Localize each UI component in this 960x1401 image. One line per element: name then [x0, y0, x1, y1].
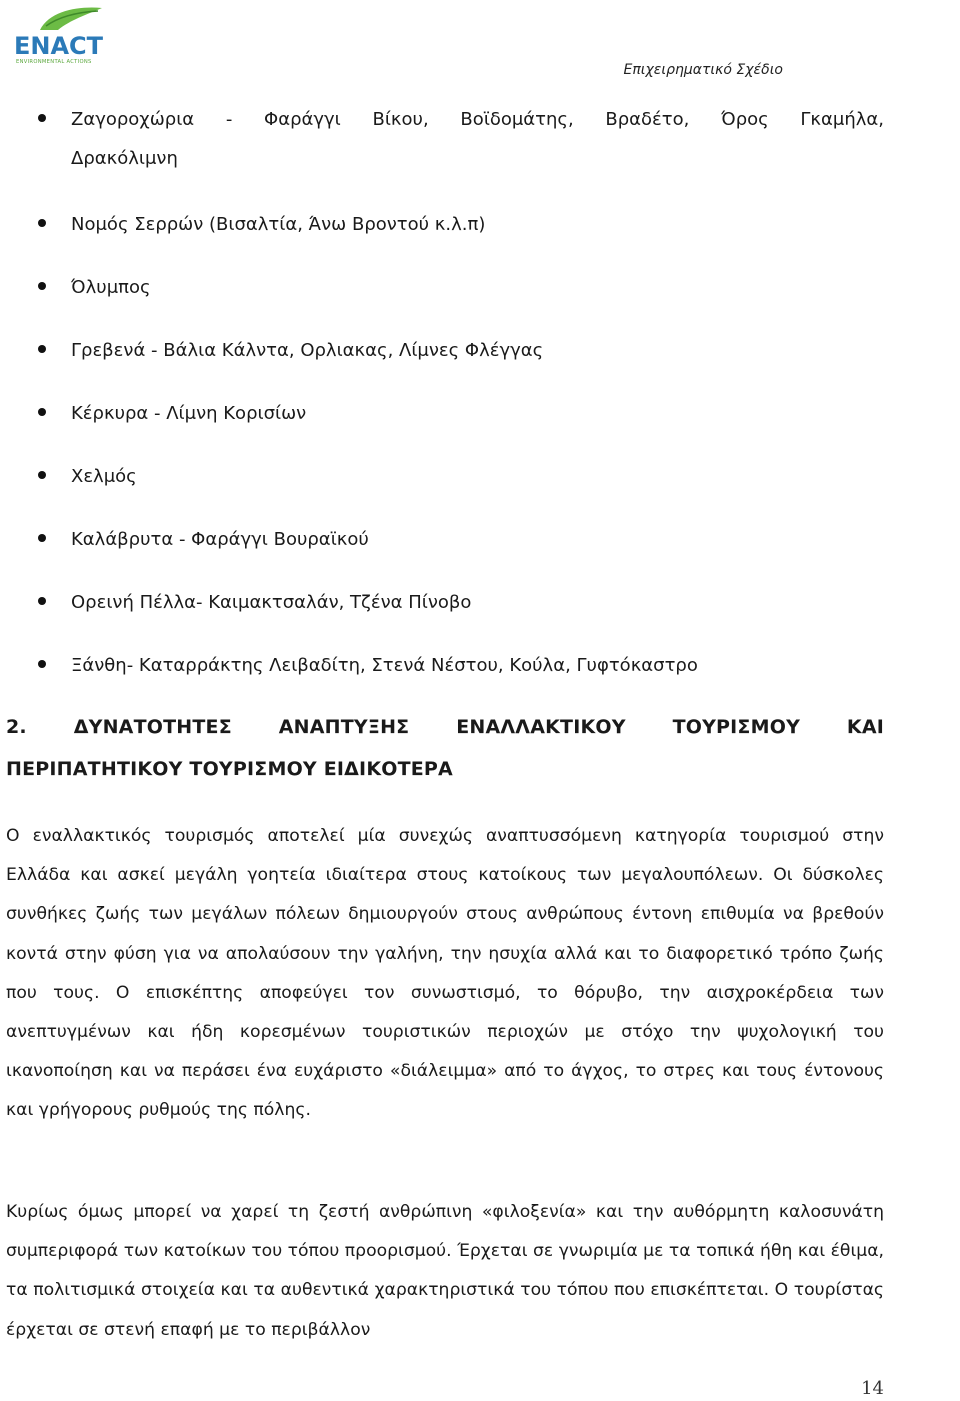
page-number: 14	[861, 1378, 884, 1399]
list-item-text: Όλυμπος	[71, 277, 151, 298]
list-item	[0, 457, 960, 496]
section-heading-line: 2. ΔΥΝΑΤΟΤΗΤΕΣ ΑΝΑΠΤΥΞΗΣ ΕΝΑΛΛΑΚΤΙΚΟΥ ΤΟΥΡΙΣΜΟΥ ΚΑΙ	[6, 716, 884, 738]
list-item-text: Κέρκυρα - Λίμνη Κορισίων	[71, 403, 307, 424]
list-item-text: Νομός Σερρών (Βισαλτία, Άνω Βροντού κ.λ.π)	[71, 214, 486, 235]
body-paragraph: Κυρίως όμως μπορεί να χαρεί τη ζεστή ανθρώπινη «φιλοξενία» και την αυθόρμητη καλοσυνάτη συμπεριφορά των κατοίκων του τόπου προορισμού. Έρχεται σε γνωριμία με τα τοπικά ήθη και έθιμα, τα πολιτισμικά στοιχεία και τα αυθεντικά χαρακτηριστικά του τόπου που επισκέπτεται. Ο τουρίστας έρχεται σε στενή επαφή με το περιβάλλον	[6, 1202, 884, 1340]
destinations-list	[0, 100, 960, 709]
list-item	[0, 394, 960, 433]
list-item	[0, 583, 960, 622]
logo-wordmark: ENACT	[14, 32, 104, 60]
list-item-line: Ζαγοροχώρια - Φαράγγι Βίκου, Βοϊδομάτης, Βραδέτο, Όρος Γκαμήλα,	[71, 109, 884, 130]
list-item-text: Γρεβενά - Βάλια Κάλντα, Ορλιακας, Λίμνες Φλέγγας	[71, 340, 544, 361]
list-item-line: Δρακόλιμνη	[71, 148, 178, 169]
section-heading	[6, 706, 884, 790]
document-title: Επιχειρηματικό Σχέδιο	[623, 62, 783, 78]
list-item	[0, 100, 960, 178]
body-paragraph: Ο εναλλακτικός τουρισμός αποτελεί μία συνεχώς αναπτυσσόμενη κατηγορία τουρισμού στην Ελλάδα και ασκεί μεγάλη γοητεία ιδιαίτερα στους κατοίκους των μεγαλουπόλεων. Οι δύσκολες συνθήκες ζωής των μεγάλων πόλεων δημιουργούν στους ανθρώπους έντονη επιθυμία να βρεθούν κοντά στην φύση για να απολαύσουν την γαλήνη, την ησυχία αλλά και το διαφορετικό τρόπο ζωής που τους. Ο επισκέπτης αποφεύγει τον συνωστισμό, το θόρυβο, την αισχροκέρδεια των ανεπτυγμένων και ήδη κορεσμένων τουριστικών περιοχών με στόχο την ψυχολογική του ικανοποίηση και να περάσει ένα ευχάριστο «διάλειμμα» από το άγχος, το στρες και τους έντονους και γρήγορους ρυθμούς της πόλης.	[6, 826, 884, 1121]
list-item	[0, 646, 960, 685]
list-item-text: Χελμός	[71, 466, 137, 487]
list-item	[0, 205, 960, 244]
enact-logo-graphic	[10, 4, 106, 66]
list-item	[0, 331, 960, 370]
section-heading-line: ΠΕΡΙΠΑΤΗΤΙΚΟΥ ΤΟΥΡΙΣΜΟΥ ΕΙΔΙΚΟΤΕΡΑ	[6, 758, 453, 780]
list-item-text: Ξάνθη- Καταρράκτης Λειβαδίτη, Στενά Νέστου, Κούλα, Γυφτόκαστρο	[71, 655, 698, 676]
list-item-text: Καλάβρυτα - Φαράγγι Βουραϊκού	[71, 529, 369, 550]
list-item	[0, 268, 960, 307]
enact-logo	[10, 4, 106, 66]
list-item	[0, 520, 960, 559]
list-item-text: Ορεινή Πέλλα- Καιμακτσαλάν, Τζένα Πίνοβο	[71, 592, 472, 613]
logo-subtext: ENVIRONMENTAL ACTIONS	[16, 59, 92, 65]
